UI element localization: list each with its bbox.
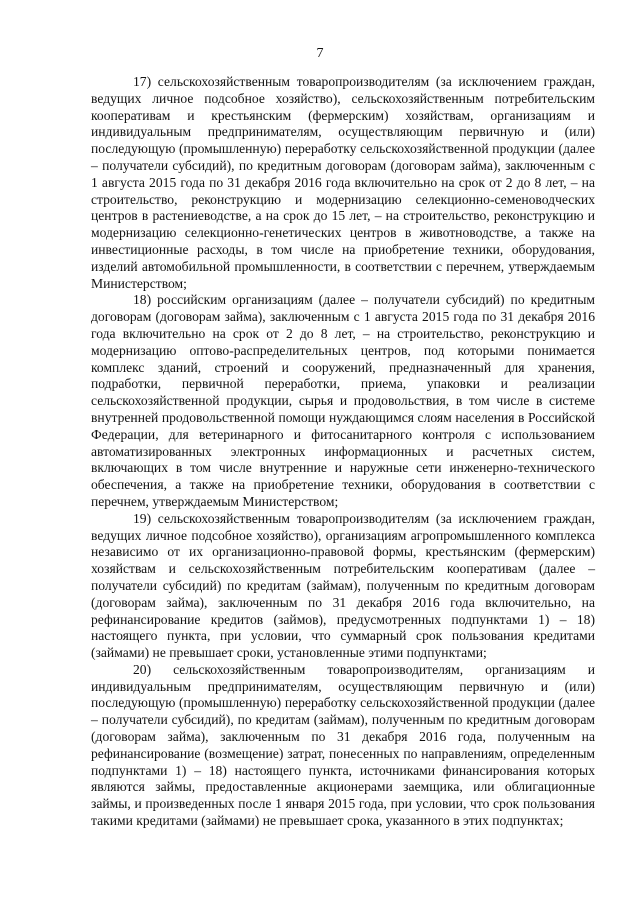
document-body [91,74,595,830]
paragraph-item-19: 19) сельскохозяйственным товаропроизводителям (за исключением граждан, ведущих личное подсобное хозяйство), организациям агропромышленного комплекса независимо от их организационно-правовой формы, крестьянским (фермерским) хозяйствам и сельскохозяйственным потребительским кооперативам (далее – получатели субсидий) по кредитам (займам), полученным по кредитным договорам (договорам займа), заключенным по 31 декабря 2016 года включительно, на рефинансирование кредитов (займов), предусмотренных подпунктами 1) – 18) настоящего пункта, при условии, что суммарный срок пользования кредитами (займами) не превышает сроки, установленные этими подпунктами; [91,510,595,661]
paragraph-item-20: 20) сельскохозяйственным товаропроизводителям, организациям и индивидуальным предпринимателям, осуществляющим первичную и (или) последующую (промышленную) переработку сельскохозяйственной продукции (далее – получатели субсидий), по кредитам (займам), полученным по кредитным договорам (договорам займа), заключенным по 31 декабря 2016 года, полученным на рефинансирование (возмещение) затрат, понесенных по направлениям, определенным подпунктами 1) – 18) настоящего пункта, источниками финансирования которых являются займы, предоставленные акционерами заемщика, или облигационные займы, и произведенных после 1 января 2015 года, при условии, что срок пользования такими кредитами (займами) не превышает срока, указанного в этих подпунктах; [91,661,595,829]
page-number: 7 [316,46,324,61]
paragraph-item-18: 18) российским организациям (далее – получатели субсидий) по кредитным договорам (договорам займа), заключенным с 1 августа 2015 года по 31 декабря 2016 года включительно на срок от 2 до 8 лет, – на строительство, реконструкцию и модернизацию оптово-распределительных центров, под которыми понимается комплекс зданий, строений и сооружений, предназначенный для хранения, подработки, первичной переработки, приема, упаковки и реализации сельскохозяйственной продукции, сырья и продовольствия, в том числе в системе внутренней продовольственной помощи нуждающимся слоям населения в Российской Федерации, для ветеринарного и фитосанитарного контроля с использованием автоматизированных электронных информационных и расчетных систем, включающих в том числе внутренние и наружные сети инженерно-технического обеспечения, а также на приобретение техники, оборудования в соответствии с перечнем, утверждаемым Министерством; [91,292,595,509]
paragraph-item-17: 17) сельскохозяйственным товаропроизводителям (за исключением граждан, ведущих личное подсобное хозяйство), сельскохозяйственным потребительским кооперативам и крестьянским (фермерским) хозяйствам, организациям и индивидуальным предпринимателям, осуществляющим первичную и (или) последующую (промышленную) переработку сельскохозяйственной продукции (далее – получатели субсидий), по кредитным договорам (договорам займа), заключенным с 1 августа 2015 года по 31 декабря 2016 года включительно на срок от 2 до 8 лет, – на строительство, реконструкцию и модернизацию селекционно-семеноводческих центров в растениеводстве, а на срок до 15 лет, – на строительство, реконструкцию и модернизацию селекционно-генетических центров в животноводстве, а также на инвестиционные расходы, в том числе на приобретение техники, оборудования, изделий автомобильной промышленности, в соответствии с перечнем, утверждаемым Министерством; [91,74,595,291]
